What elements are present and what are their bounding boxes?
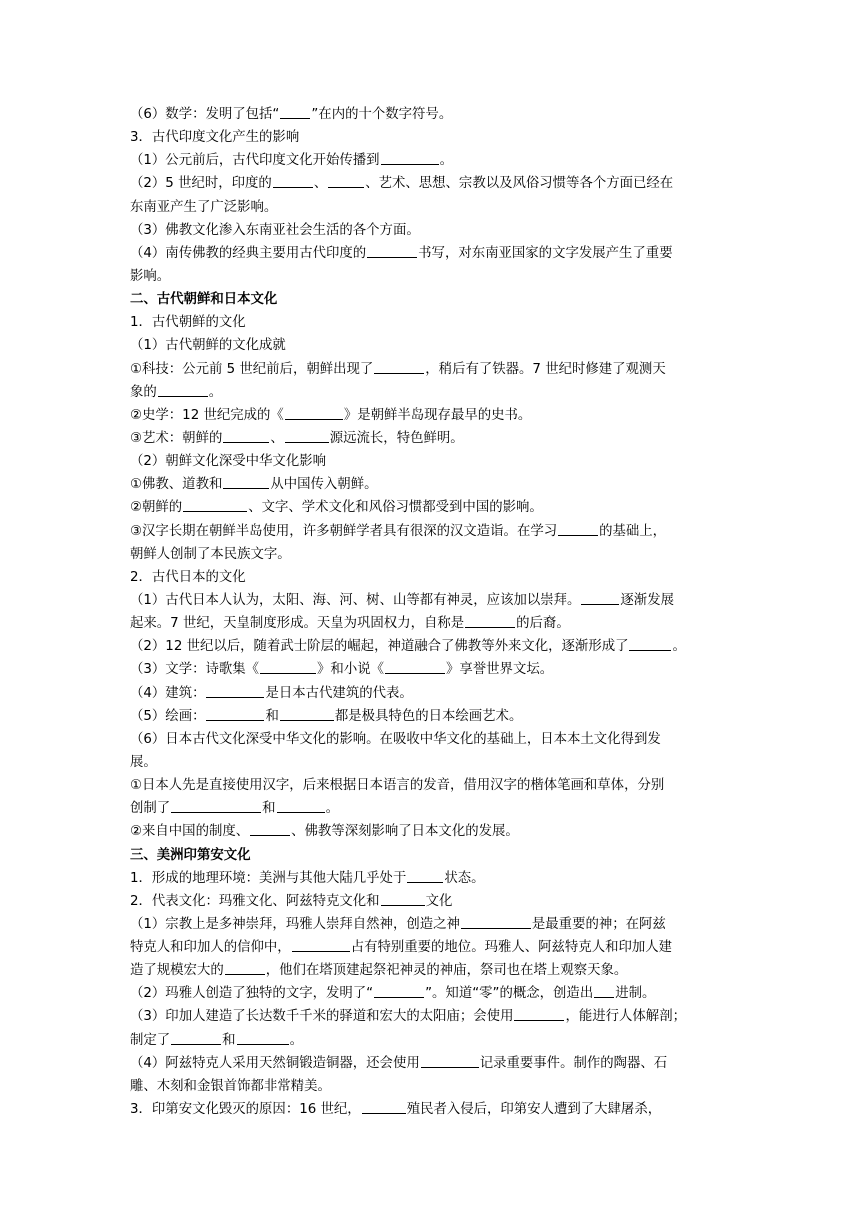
text-line: 1．古代朝鲜的文化 [130, 315, 246, 331]
section-heading: 三、美洲印第安文化 [130, 847, 251, 863]
text-line: （3）文学：诗歌集《 》和小说《 》享誉世界文坛。 [130, 662, 554, 678]
fill-blank[interactable] [171, 1031, 221, 1045]
fill-blank[interactable] [273, 174, 313, 188]
text-line: （3）印加人建造了长达数千千米的驿道和宏大的太阳庙；会使用 ，能进行人体解剖； [130, 1009, 686, 1025]
text-line: ②来自中国的制度、 、佛教等深刻影响了日本文化的发展。 [130, 824, 519, 840]
text-line: （2）5 世纪时，印度的 、 、艺术、思想、宗教以及风俗习惯等各个方面已经在 [130, 176, 674, 192]
text-line: （2）玛雅人创造了独特的文字，发明了“ ”。知道“零”的概念，创造出 进制。 [130, 986, 656, 1002]
text-line: 创制了 和 。 [130, 801, 339, 817]
text-line: 起来。7 世纪，天皇制度形成。天皇为巩固权力，自称是 的后裔。 [130, 616, 570, 632]
fill-blank[interactable] [328, 174, 364, 188]
text-line: （6）日本古代文化深受中华文化的影响。在吸收中华文化的基础上，日本本土文化得到发 [130, 731, 661, 747]
text-line: 雕、木刻和金银首饰都非常精美。 [130, 1078, 331, 1094]
fill-blank[interactable] [461, 915, 531, 929]
text-line: ②朝鲜的 、文字、学术文化和风俗习惯都受到中国的影响。 [130, 500, 543, 516]
fill-blank[interactable] [237, 1031, 289, 1045]
fill-blank[interactable] [285, 429, 329, 443]
text-line: 朝鲜人创制了本民族文字。 [130, 546, 291, 562]
fill-blank[interactable] [594, 984, 614, 998]
fill-blank[interactable] [206, 707, 264, 721]
text-line: 制定了 和 。 [130, 1032, 303, 1048]
text-line: 1．形成的地理环境：美洲与其他大陆几乎处于 状态。 [130, 870, 485, 886]
fill-blank[interactable] [250, 822, 290, 836]
text-line: 2．代表文化：玛雅文化、阿兹特克文化和 文化 [130, 893, 453, 909]
fill-blank[interactable] [374, 984, 424, 998]
text-line: 东南亚产生了广泛影响。 [130, 199, 278, 215]
fill-blank[interactable] [385, 660, 445, 674]
text-line: 造了规模宏大的 ，他们在塔顶建起祭祀神灵的神庙，祭司也在塔上观察天象。 [130, 963, 628, 979]
text-line: 影响。 [130, 268, 171, 284]
text-line: 展。 [130, 754, 157, 770]
fill-blank[interactable] [514, 1007, 564, 1021]
fill-blank[interactable] [206, 684, 264, 698]
fill-blank[interactable] [367, 244, 417, 258]
text-line: 象的 。 [130, 384, 223, 400]
fill-blank[interactable] [223, 475, 269, 489]
fill-blank[interactable] [421, 1054, 479, 1068]
text-line: （2）12 世纪以后，随着武士阶层的崛起，神道融合了佛教等外来文化，逐渐形成了 。 [130, 639, 686, 655]
text-line: ①日本人先是直接使用汉字，后来根据日本语言的发音，借用汉字的楷体笔画和草体，分别 [130, 778, 665, 794]
fill-blank[interactable] [158, 383, 208, 397]
text-line: （1）宗教上是多神崇拜，玛雅人崇拜自然神，创造之神 是最重要的神；在阿兹 [130, 916, 666, 932]
fill-blank[interactable] [465, 614, 515, 628]
text-line: 2．古代日本的文化 [130, 569, 246, 585]
fill-blank[interactable] [285, 406, 343, 420]
fill-blank[interactable] [280, 707, 334, 721]
section-heading: 二、古代朝鲜和日本文化 [130, 292, 278, 308]
text-line: （4）南传佛教的经典主要用古代印度的 书写，对东南亚国家的文字发展产生了重要 [130, 245, 673, 261]
text-line: ①科技：公元前 5 世纪前后，朝鲜出现了 ，稍后有了铁器。7 世纪时修建了观测天 [130, 361, 666, 377]
text-line: （4）阿兹特克人采用天然铜锻造铜器，还会使用 记录重要事件。制作的陶器、石 [130, 1055, 668, 1071]
text-line: （5）绘画： 和 都是极具特色的日本绘画艺术。 [130, 708, 523, 724]
fill-blank[interactable] [280, 105, 310, 119]
text-line: （4）建筑： 是日本古代建筑的代表。 [130, 685, 413, 701]
text-line: 特克人和印加人的信仰中， 占有特别重要的地位。玛雅人、阿兹特克人和印加人建 [130, 940, 673, 956]
fill-blank[interactable] [581, 591, 619, 605]
fill-blank[interactable] [362, 1100, 406, 1114]
fill-blank[interactable] [629, 637, 671, 651]
fill-blank[interactable] [381, 892, 425, 906]
text-line: （6）数学：发明了包括“ ”在内的十个数字符号。 [130, 107, 453, 122]
fill-blank[interactable] [558, 522, 598, 536]
fill-blank[interactable] [381, 151, 439, 165]
text-line: ③汉字长期在朝鲜半岛使用，许多朝鲜学者具有很深的汉文造诣。在学习 的基础上， [130, 523, 667, 539]
text-line: （3）佛教文化渗入东南亚社会生活的各个方面。 [130, 222, 420, 238]
text-line: ③艺术：朝鲜的 、 源远流长，特色鲜明。 [130, 430, 464, 446]
fill-blank[interactable] [223, 429, 269, 443]
document-body [130, 103, 731, 1121]
fill-blank[interactable] [171, 799, 261, 813]
fill-blank[interactable] [277, 799, 325, 813]
text-line: （1）古代日本人认为，太阳、海、河、树、山等都有神灵，应该加以崇拜。 逐渐发展 [130, 592, 674, 608]
text-line: 3．古代印度文化产生的影响 [130, 130, 300, 146]
fill-blank[interactable] [183, 498, 247, 512]
text-line: （1）古代朝鲜的文化成就 [130, 338, 286, 354]
fill-blank[interactable] [292, 938, 350, 952]
fill-blank[interactable] [374, 360, 424, 374]
fill-blank[interactable] [407, 869, 443, 883]
fill-blank[interactable] [260, 660, 316, 674]
fill-blank[interactable] [225, 961, 265, 975]
text-line: ②史学：12 世纪完成的《 》是朝鲜半岛现存最早的史书。 [130, 407, 532, 423]
text-line: （2）朝鲜文化深受中华文化影响 [130, 454, 326, 470]
text-line: （1）公元前后，古代印度文化开始传播到 。 [130, 153, 453, 169]
text-line: 3．印第安文化毁灭的原因：16 世纪， 殖民者入侵后，印第安人遭到了大肆屠杀， [130, 1102, 662, 1118]
text-line: ①佛教、道教和 从中国传入朝鲜。 [130, 477, 378, 493]
